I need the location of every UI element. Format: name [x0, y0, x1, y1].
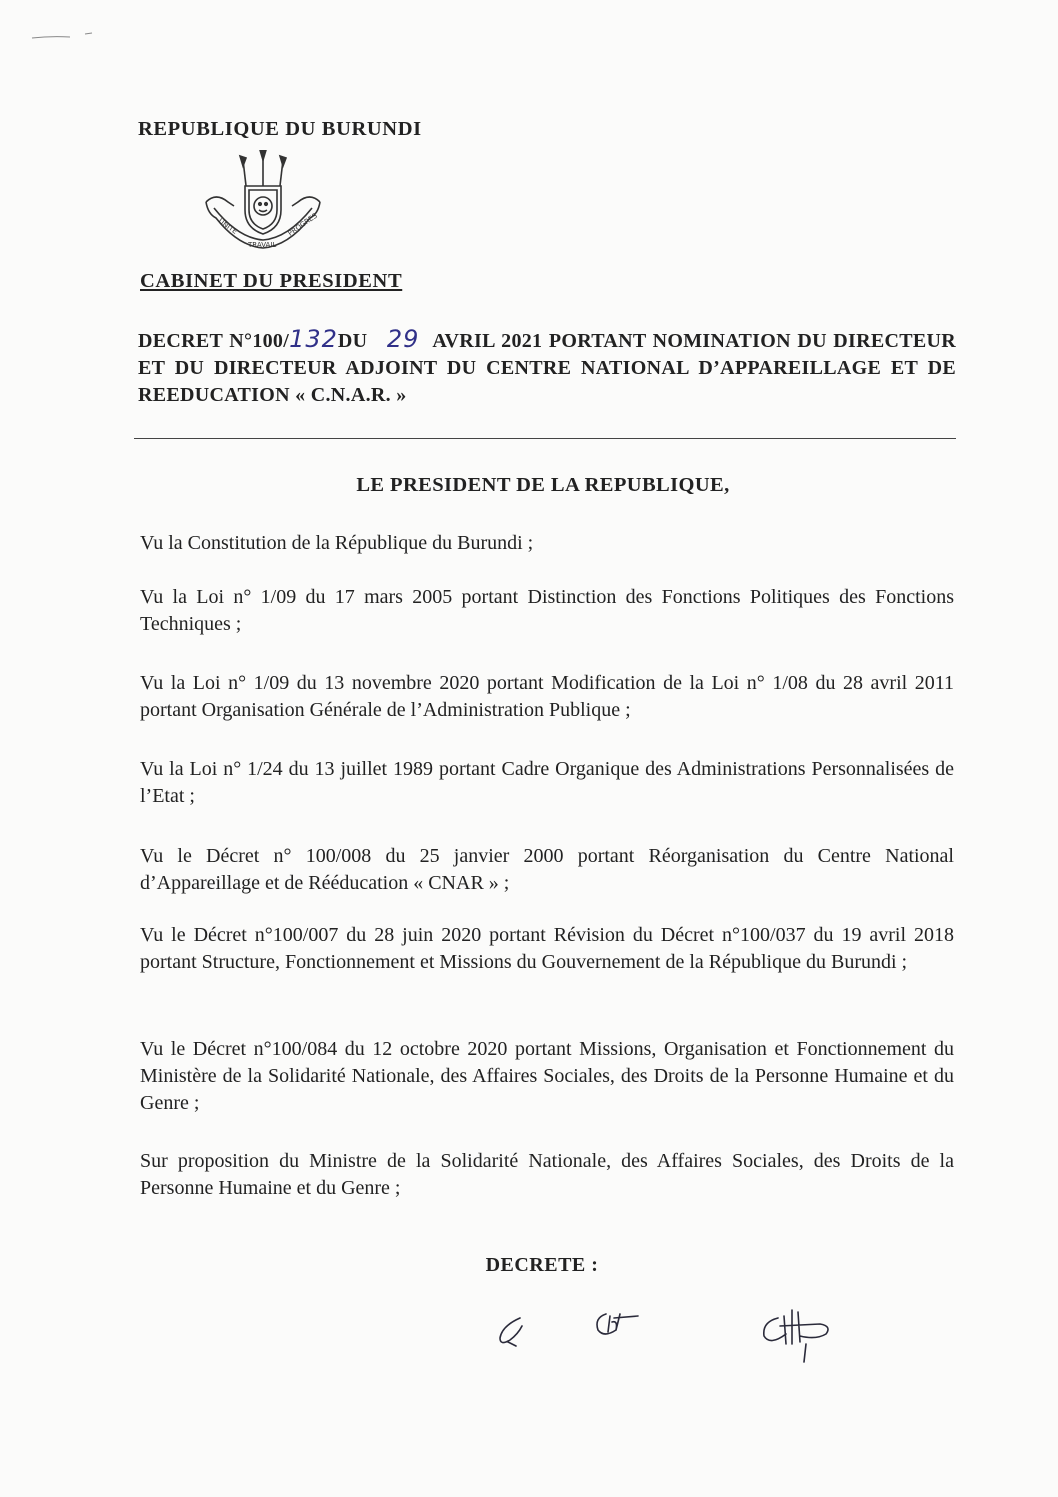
considerant-5: Vu le Décret n° 100/008 du 25 janvier 2000 portant Réorganisation du Centre National d’Appareillage et de Rééducation « CNAR » ;: [140, 845, 954, 894]
considerant-2: Vu la Loi n° 1/09 du 17 mars 2005 portant Distinction des Fonctions Politiques des Fonctions Techniques ;: [140, 586, 954, 635]
separator-line: [134, 438, 956, 439]
svg-text:PROGRES: PROGRES: [286, 211, 319, 238]
decrete-heading: [0, 1254, 1058, 1277]
considerant-6: Vu le Décret n°100/007 du 28 juin 2020 portant Révision du Décret n°100/037 du 19 avril 2018 portant Structure, Fonctionnement et Missions du Gouvernement de la République du Burundi ;: [140, 924, 954, 973]
decree-number-handwritten: 132: [289, 325, 338, 353]
decree-title: [138, 326, 956, 409]
considerant-1: Vu la Constitution de la République du Burundi ;: [140, 532, 534, 554]
considerant-7: Vu le Décret n°100/084 du 12 octobre 2020 portant Missions, Organisation et Fonctionnement du Ministère de la Solidarité Nationale, des Affaires Sociales, des Droits de la Personne Humaine et du Genre ;: [140, 1038, 954, 1114]
decrete-text: DECRETE :: [485, 1254, 599, 1276]
considerant-8: Sur proposition du Ministre de la Solidarité Nationale, des Affaires Sociales, des Droits de la Personne Humaine et du Genre ;: [140, 1150, 954, 1199]
decree-title-rest: AVRIL 2021 PORTANT NOMINATION DU DIRECTEUR ET DU DIRECTEUR ADJOINT DU CENTRE NATIONAL D’APPAREILLAGE ET DE REEDUCATION « C.N.A.R. »: [138, 330, 957, 406]
republic-header: REPUBLIQUE DU BURUNDI: [138, 118, 422, 140]
initials-signatures: [480, 1296, 860, 1366]
considerant-3: Vu la Loi n° 1/09 du 13 novembre 2020 portant Modification de la Loi n° 1/08 du 28 avril 2011 portant Organisation Générale de l’Administration Publique ;: [140, 672, 954, 721]
decree-day-handwritten: 29: [386, 325, 420, 353]
decree-prefix: DECRET N°100/: [138, 330, 290, 352]
svg-text:TRAVAIL: TRAVAIL: [248, 241, 277, 249]
president-heading-text: LE PRESIDENT DE LA REPUBLIQUE,: [356, 474, 730, 496]
considerant-4: Vu la Loi n° 1/24 du 13 juillet 1989 portant Cadre Organique des Administrations Personnalisées de l’Etat ;: [140, 758, 954, 807]
cabinet-header: CABINET DU PRESIDENT: [140, 270, 403, 292]
decree-du: DU: [337, 330, 368, 352]
burundi-coat-of-arms-icon: [198, 150, 328, 270]
president-heading: [0, 474, 1058, 497]
scan-mark: [30, 28, 110, 42]
svg-text:UNITE: UNITE: [216, 217, 239, 236]
